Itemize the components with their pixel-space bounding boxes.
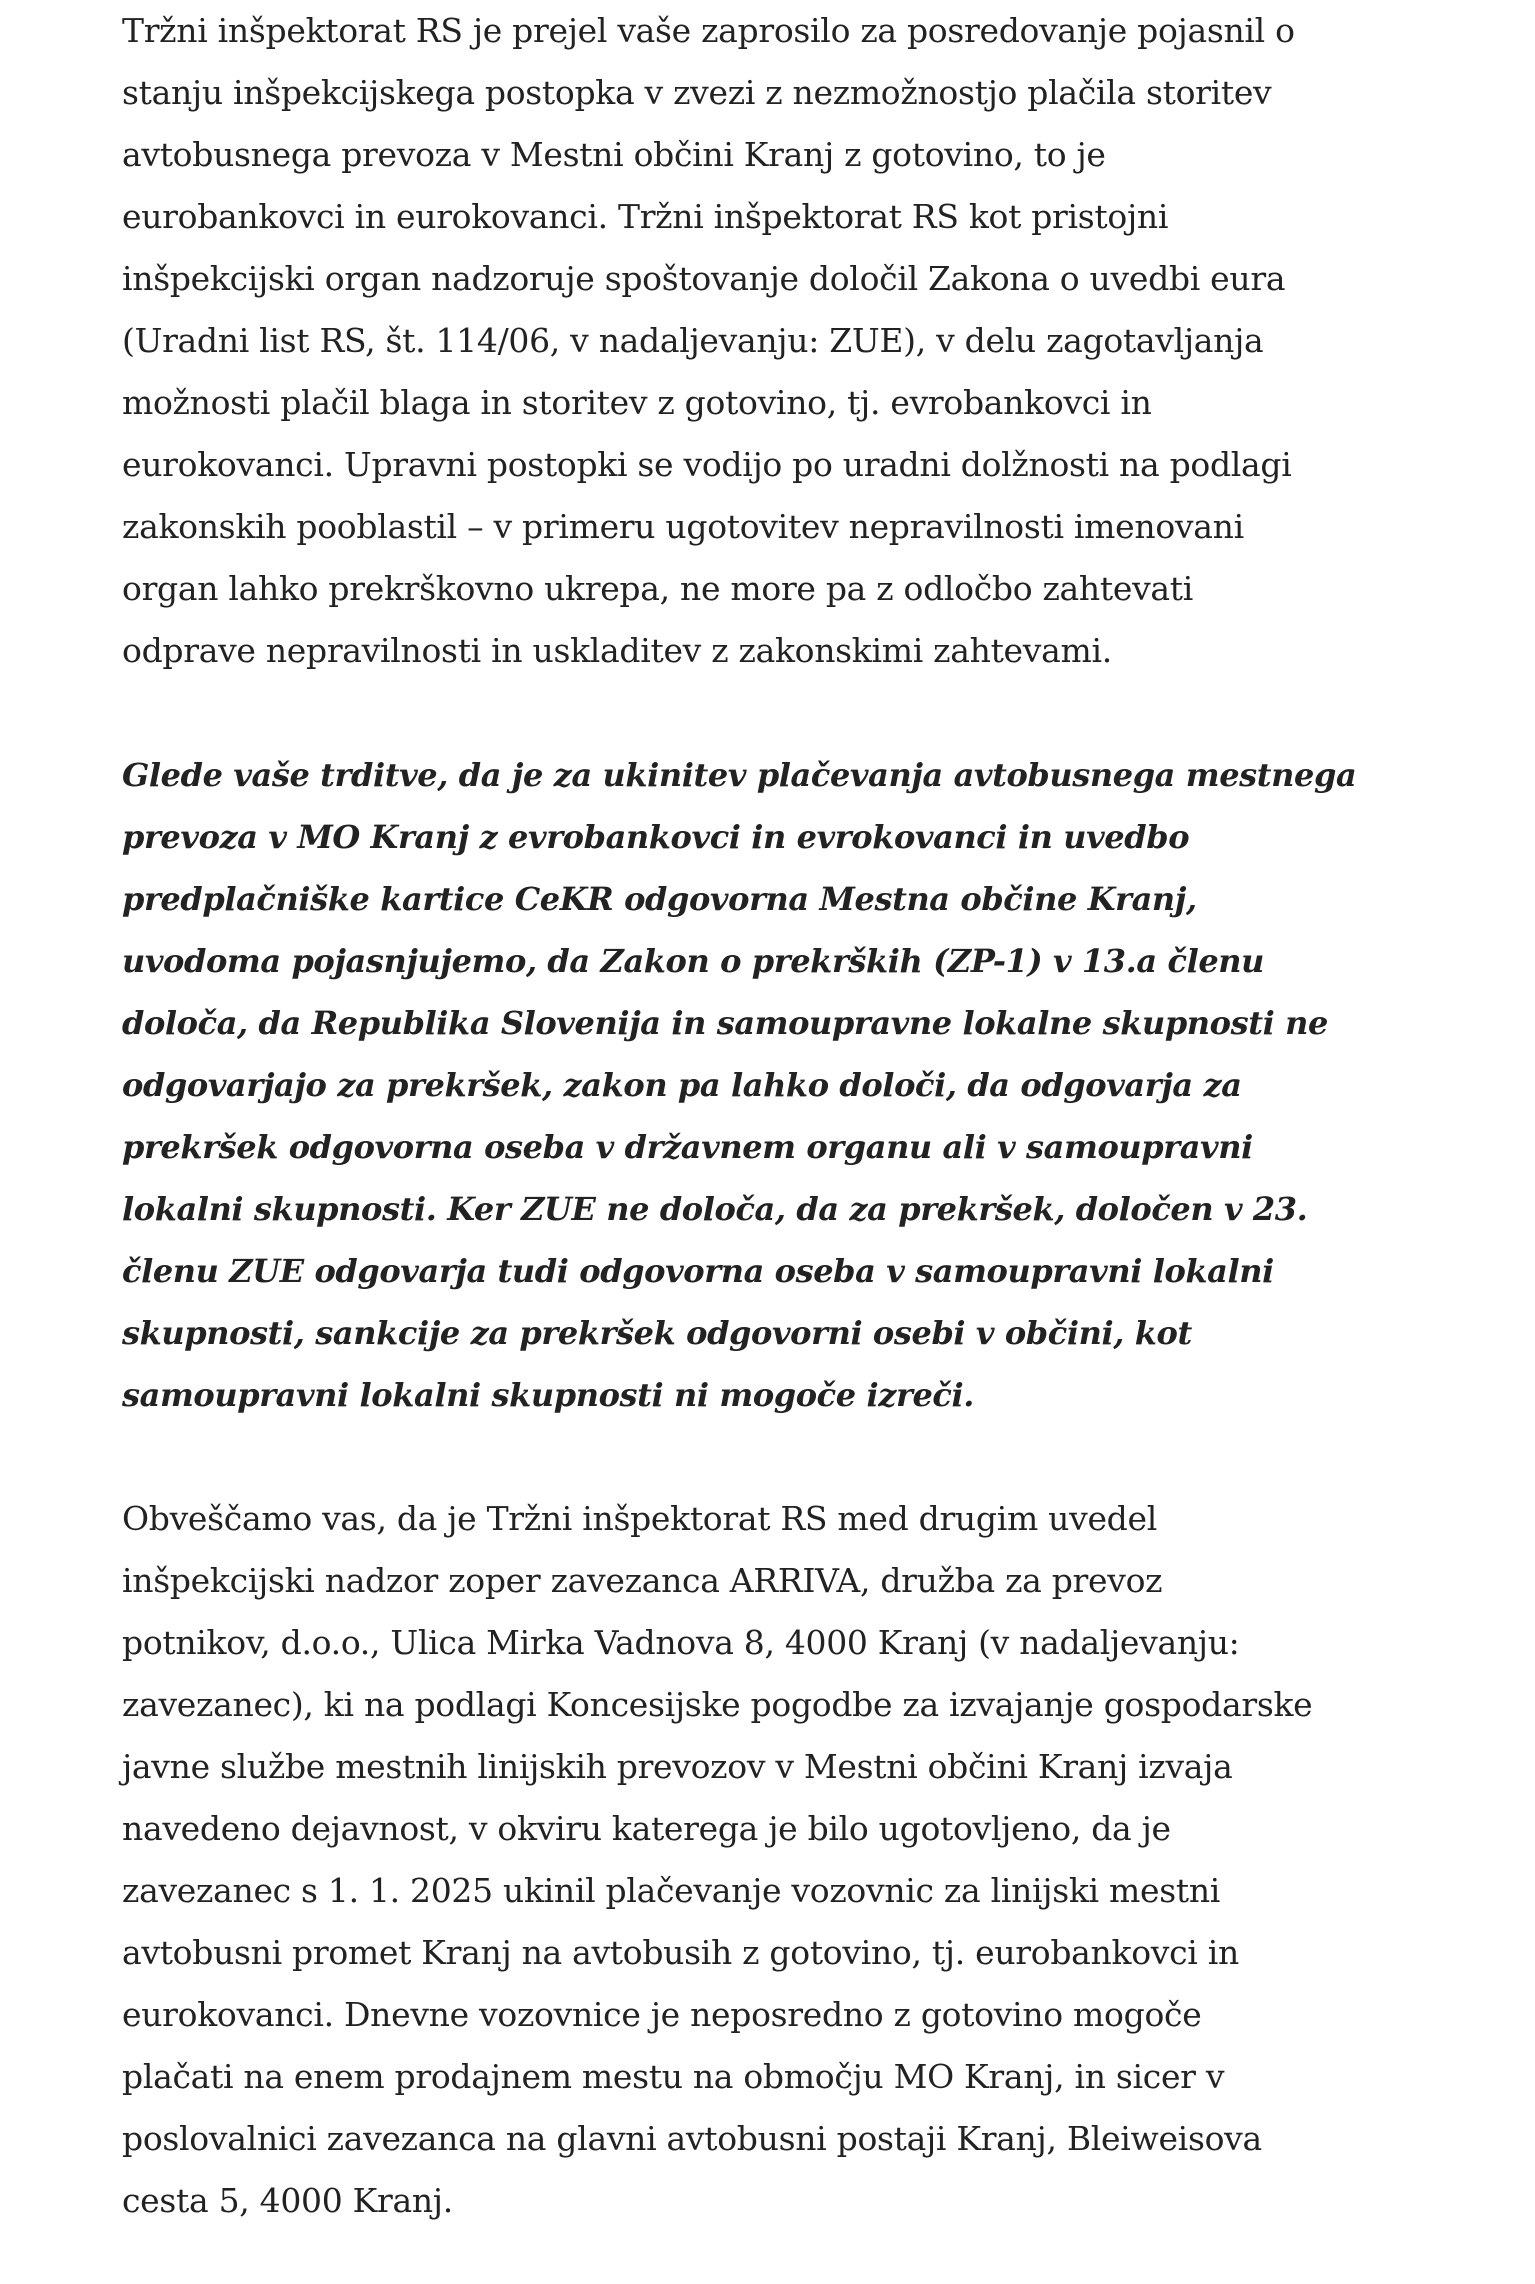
text-line: uvodoma pojasnjujemo, da Zakon o prekrških (ZP-1) v 13.a členu [122, 942, 1265, 980]
text-line: javne službe mestnih linijskih prevozov v Mestni občini Kranj izvaja [122, 1747, 1233, 1786]
text-line: zavezanec), ki na podlagi Koncesijske pogodbe za izvajanje gospodarske [122, 1685, 1313, 1724]
text-line: poslovalnici zavezanca na glavni avtobusni postaji Kranj, Bleiweisova [122, 2119, 1262, 2158]
text-line: predplačniške kartice CeKR odgovorna Mestna občine Kranj, [122, 880, 1197, 918]
text-line: členu ZUE odgovarja tudi odgovorna oseba v samoupravni lokalni [122, 1252, 1274, 1290]
text-line: zakonskih pooblastil – v primeru ugotovitev nepravilnosti imenovani [122, 507, 1244, 546]
text-line: avtobusnega prevoza v Mestni občini Kranj z gotovino, to je [122, 135, 1106, 174]
text-line: samoupravni lokalni skupnosti ni mogoče izreči. [122, 1376, 974, 1414]
text-line: zavezanec s 1. 1. 2025 ukinil plačevanje vozovnic za linijski mestni [122, 1871, 1221, 1910]
text-line: prekršek odgovorna oseba v državnem organu ali v samoupravni [122, 1128, 1253, 1166]
text-line: odgovarjajo za prekršek, zakon pa lahko določi, da odgovarja za [122, 1066, 1242, 1104]
text-line: avtobusni promet Kranj na avtobusih z gotovino, tj. eurobankovci in [122, 1933, 1239, 1972]
text-line: eurokovanci. Upravni postopki se vodijo po uradni dolžnosti na podlagi [122, 445, 1292, 484]
text-line: navedeno dejavnost, v okviru katerega je bilo ugotovljeno, da je [122, 1809, 1171, 1848]
text-line: prevoza v MO Kranj z evrobankovci in evrokovanci in uvedbo [122, 818, 1190, 856]
text-line: inšpekcijski organ nadzoruje spoštovanje določil Zakona o uvedbi eura [122, 259, 1286, 298]
text-line: Obveščamo vas, da je Tržni inšpektorat RS med drugim uvedel [122, 1499, 1157, 1538]
text-line: eurobankovci in eurokovanci. Tržni inšpektorat RS kot pristojni [122, 197, 1169, 236]
text-line: plačati na enem prodajnem mestu na območju MO Kranj, in sicer v [122, 2057, 1225, 2096]
text-line: stanju inšpekcijskega postopka v zvezi z nezmožnostjo plačila storitev [122, 73, 1272, 112]
text-line: Tržni inšpektorat RS je prejel vaše zaprosilo za posredovanje pojasnil o [122, 11, 1295, 50]
text-line: določa, da Republika Slovenija in samoupravne lokalne skupnosti ne [122, 1004, 1328, 1042]
text-line: skupnosti, sankcije za prekršek odgovorni osebi v občini, kot [122, 1314, 1192, 1352]
text-line: odprave nepravilnosti in uskladitev z zakonskimi zahtevami. [122, 631, 1112, 670]
paragraph-inspectorate-request [122, 0, 1295, 682]
text-line: (Uradni list RS, št. 114/06, v nadaljevanju: ZUE), v delu zagotavljanja [122, 321, 1264, 360]
text-line: organ lahko prekrškovno ukrepa, ne more pa z odločbo zahtevati [122, 569, 1194, 608]
text-line: Glede vaše trditve, da je za ukinitev plačevanja avtobusnega mestnega [122, 756, 1357, 794]
text-line: eurokovanci. Dnevne vozovnice je neposredno z gotovino mogoče [122, 1995, 1202, 2034]
text-line: cesta 5, 4000 Kranj. [122, 2181, 453, 2220]
text-line: možnosti plačil blaga in storitev z gotovino, tj. evrobankovci in [122, 383, 1152, 422]
text-line: potnikov, d.o.o., Ulica Mirka Vadnova 8, 4000 Kranj (v nadaljevanju: [122, 1623, 1240, 1662]
paragraph-emphasized-legal-explanation [122, 744, 1356, 1426]
text-line: inšpekcijski nadzor zoper zavezanca ARRIVA, družba za prevoz [122, 1561, 1163, 1600]
text-line: lokalni skupnosti. Ker ZUE ne določa, da za prekršek, določen v 23. [122, 1190, 1308, 1228]
paragraph-arriva-inspection [122, 1488, 1312, 2232]
